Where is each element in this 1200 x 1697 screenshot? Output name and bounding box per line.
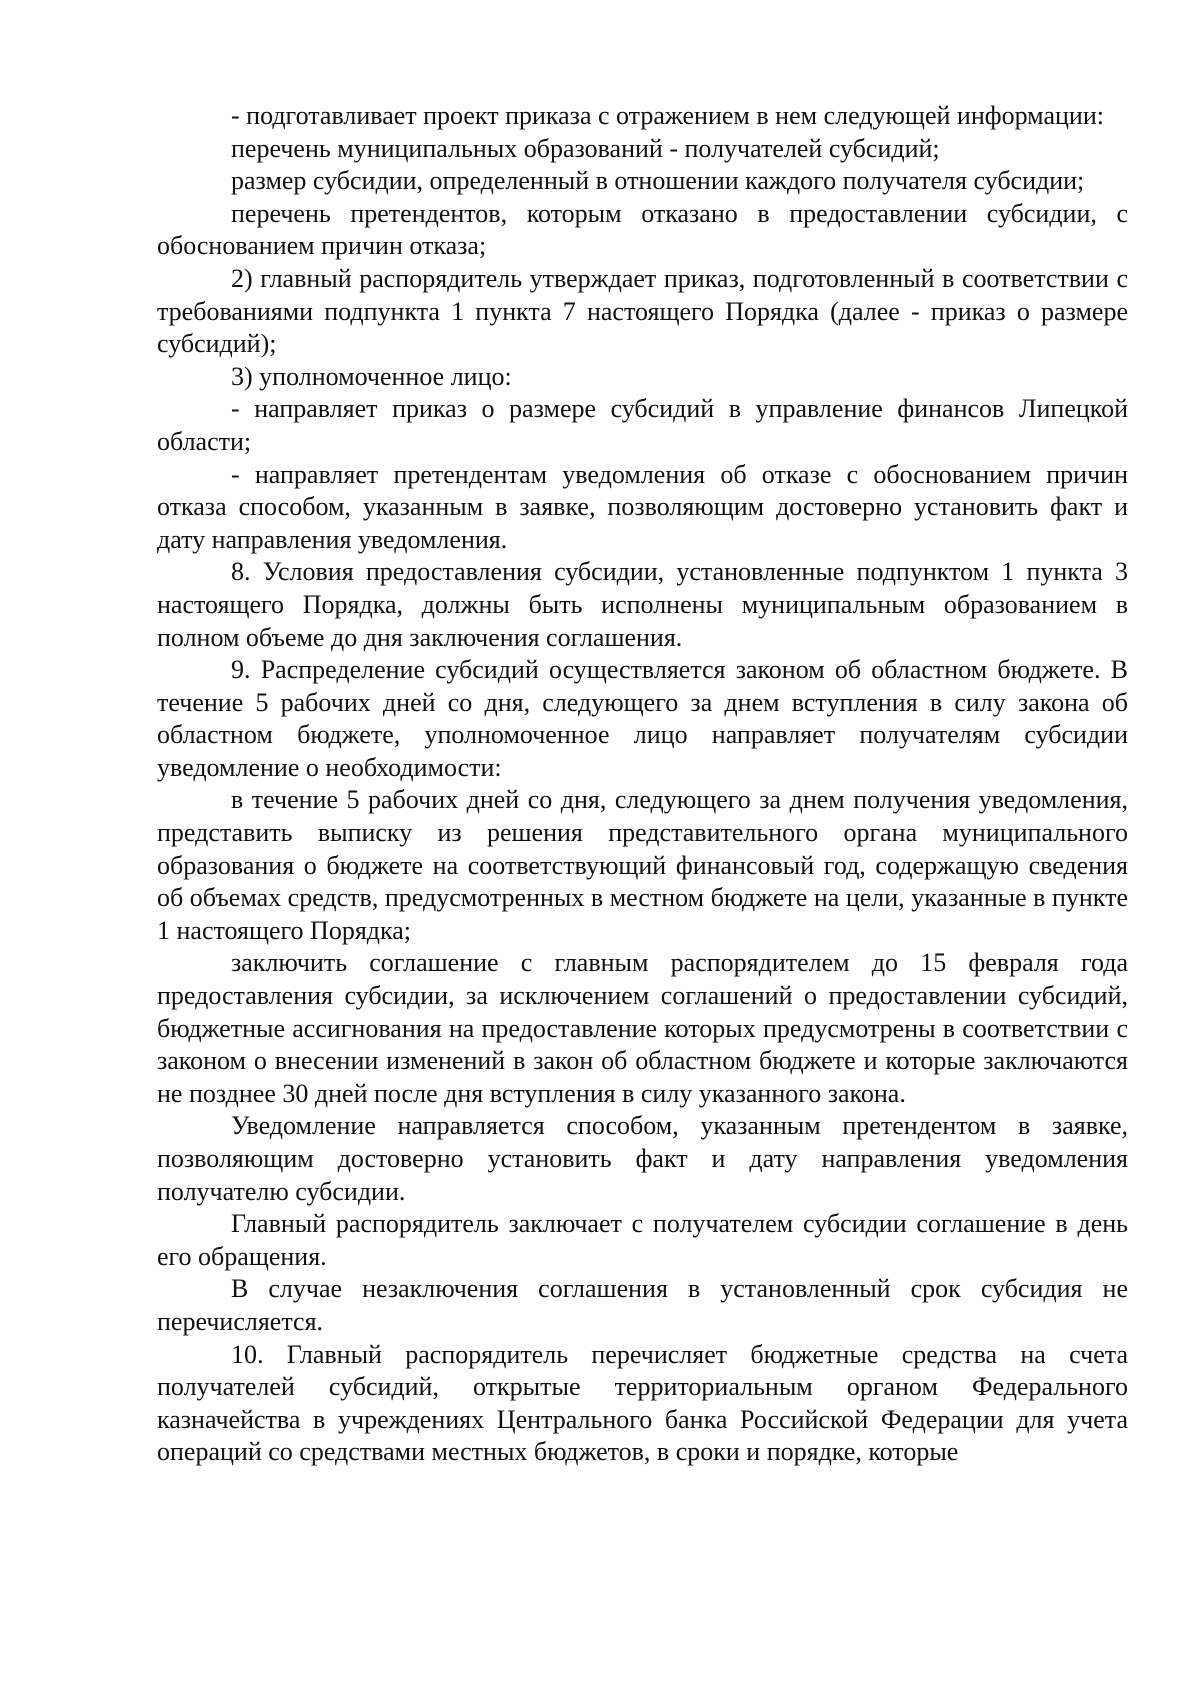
paragraph-item-3: 3) уполномоченное лицо: xyxy=(231,361,512,391)
paragraph-non-conclusion: В случае незаключения соглашения в установленный срок субсидия не перечисляется. xyxy=(157,1274,1128,1336)
paragraph-section-8: 8. Условия предоставления субсидии, установленные подпунктом 1 пункта 3 настоящего Порядка, должны быть исполнены муниципальным образованием в полном объеме до дня заключения соглашения. xyxy=(157,557,1128,652)
paragraph-send-notices: - направляет претендентам уведомления об отказе с обоснованием причин отказа способом, указанным в заявке, позволяющим достоверно установить факт и дату направления уведомления. xyxy=(157,459,1128,554)
paragraph-notice-method: Уведомление направляется способом, указанным претендентом в заявке, позволяющим достоверно установить факт и дату направления уведомления получателю субсидии. xyxy=(157,1111,1128,1206)
paragraph-item-2: 2) главный распорядитель утверждает приказ, подготовленный в соответствии с требованиями подпункта 1 пункта 7 настоящего Порядка (далее - приказ о размере субсидий); xyxy=(157,263,1128,359)
paragraph-section-9: 9. Распределение субсидий осуществляется законом об областном бюджете. В течение 5 рабочих дней со дня, следующего за днем вступления в силу закона об областном бюджете, уполномоченное лицо направляет получателям субсидии уведомление о необходимости: xyxy=(157,655,1128,782)
paragraph-subsidy-size: размер субсидии, определенный в отношении каждого получателя субсидии; xyxy=(231,166,1085,196)
paragraph-municipalities-list: перечень муниципальных образований - получателей субсидий; xyxy=(231,133,940,163)
document-body xyxy=(157,100,1128,1469)
paragraph-prepare-order: - подготавливает проект приказа с отражением в нем следующей информации: xyxy=(231,101,1104,130)
paragraph-submit-extract: в течение 5 рабочих дней со дня, следующего за днем получения уведомления, представить выписку из решения представительного органа муниципального образования о бюджете на соответствующий финансовый год, содержащую сведения об объемах средств, предусмотренных в местном бюджете на цели, указанные в пункте 1 настоящего Порядка; xyxy=(157,785,1128,945)
paragraph-conclude-agreement: заключить соглашение с главным распорядителем до 15 февраля года предоставления субсидии, за исключением соглашений о предоставлении субсидий, бюджетные ассигнования на предоставление которых предусмотрены в соответствии с законом о внесении изменений в закон об областном бюджете и которые заключаются не позднее 30 дней после дня вступления в силу указанного закона. xyxy=(157,948,1128,1108)
paragraph-send-order: - направляет приказ о размере субсидий в управление финансов Липецкой области; xyxy=(157,394,1128,456)
paragraph-rejected-applicants: перечень претендентов, которым отказано в предоставлении субсидии, с обоснованием причин отказа; xyxy=(157,198,1128,261)
paragraph-section-10: 10. Главный распорядитель перечисляет бюджетные средства на счета получателей субсидий, открытые территориальным органом Федерального казначейства в учреждениях Центрального банка Российской Федерации для учета операций со средствами местных бюджетов, в сроки и порядке, которые xyxy=(157,1339,1128,1467)
paragraph-agreement-day: Главный распорядитель заключает с получателем субсидии соглашение в день его обращения. xyxy=(157,1209,1128,1271)
